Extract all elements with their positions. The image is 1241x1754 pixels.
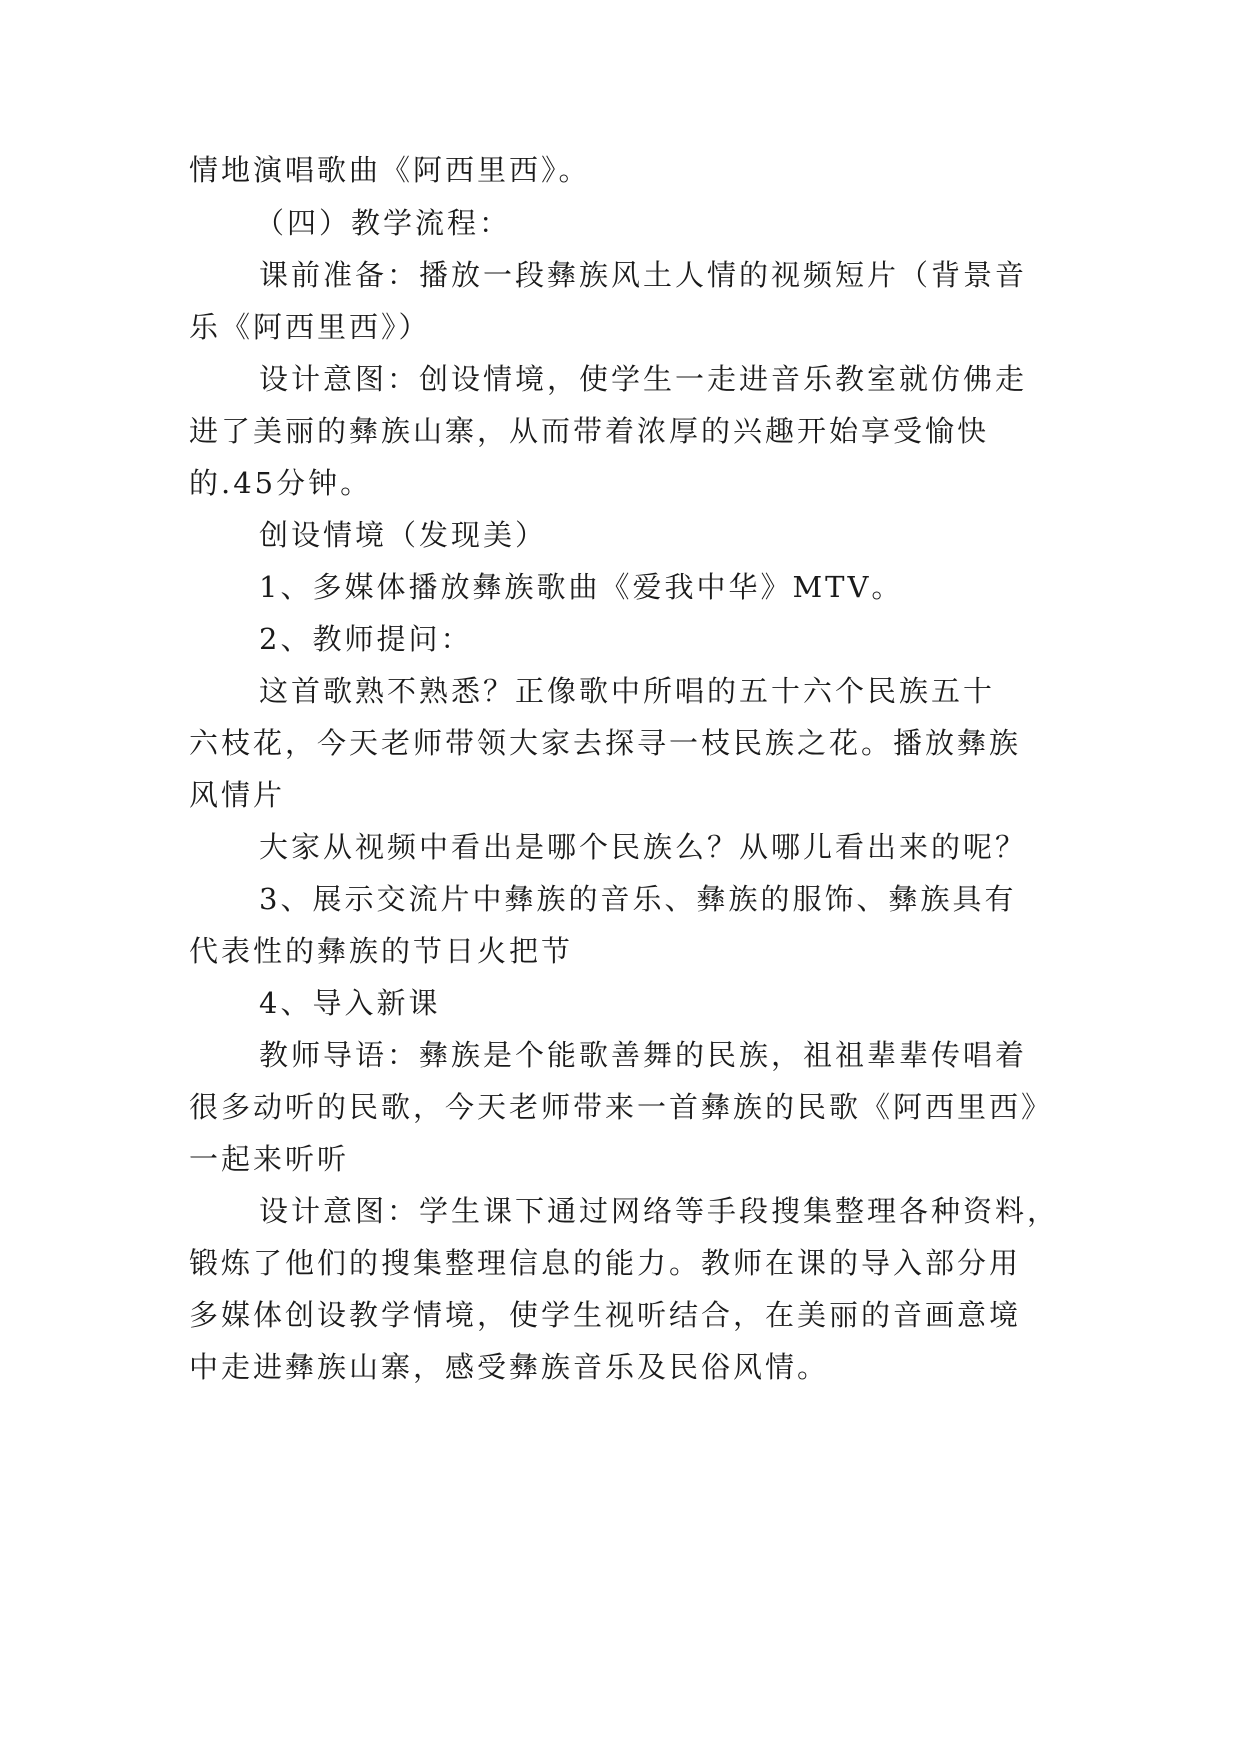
text-line: 大家从视频中看出是哪个民族么？从哪儿看出来的呢？	[259, 830, 1028, 864]
text-line: 锻炼了他们的搜集整理信息的能力。教师在课的导入部分用	[189, 1246, 1022, 1280]
text-line: 多媒体创设教学情境，使学生视听结合，在美丽的音画意境	[189, 1298, 1022, 1332]
text-line: 六枝花，今天老师带领大家去探寻一枝民族之花。播放彝族	[189, 726, 1022, 760]
text-line: 很多动听的民歌，今天老师带来一首彝族的民歌《阿西里西》	[189, 1090, 1054, 1124]
text-line: 1、多媒体播放彝族歌曲《爱我中华》MTV。	[259, 570, 904, 604]
text-line: 2、教师提问：	[259, 622, 473, 656]
text-line: 设计意图：创设情境，使学生一走进音乐教室就仿佛走	[259, 362, 1028, 396]
text-line: 这首歌熟不熟悉？正像歌中所唱的五十六个民族五十	[259, 674, 996, 708]
text-line: 课前准备：播放一段彝族风土人情的视频短片（背景音	[259, 258, 1028, 292]
text-line: 3、展示交流片中彝族的音乐、彝族的服饰、彝族具有	[259, 882, 1017, 916]
text-line: 的.45分钟。	[189, 466, 373, 500]
text-line: 创设情境（发现美）	[259, 518, 548, 552]
text-line: 设计意图：学生课下通过网络等手段搜集整理各种资料，	[259, 1194, 1060, 1228]
text-line: 中走进彝族山寨，感受彝族音乐及民俗风情。	[189, 1350, 830, 1384]
text-line: 4、导入新课	[259, 986, 441, 1020]
text-line: 进了美丽的彝族山寨，从而带着浓厚的兴趣开始享受愉快	[189, 414, 990, 448]
text-line: 一起来听听	[189, 1142, 350, 1176]
text-line: 乐《阿西里西》）	[189, 310, 431, 344]
text-line: 代表性的彝族的节日火把节	[189, 934, 574, 968]
text-line: 教师导语：彝族是个能歌善舞的民族，祖祖辈辈传唱着	[259, 1038, 1028, 1072]
text-line: 情地演唱歌曲《阿西里西》。	[189, 153, 591, 187]
text-line: 风情片	[189, 778, 286, 812]
section-heading: （四）教学流程：	[255, 206, 512, 240]
